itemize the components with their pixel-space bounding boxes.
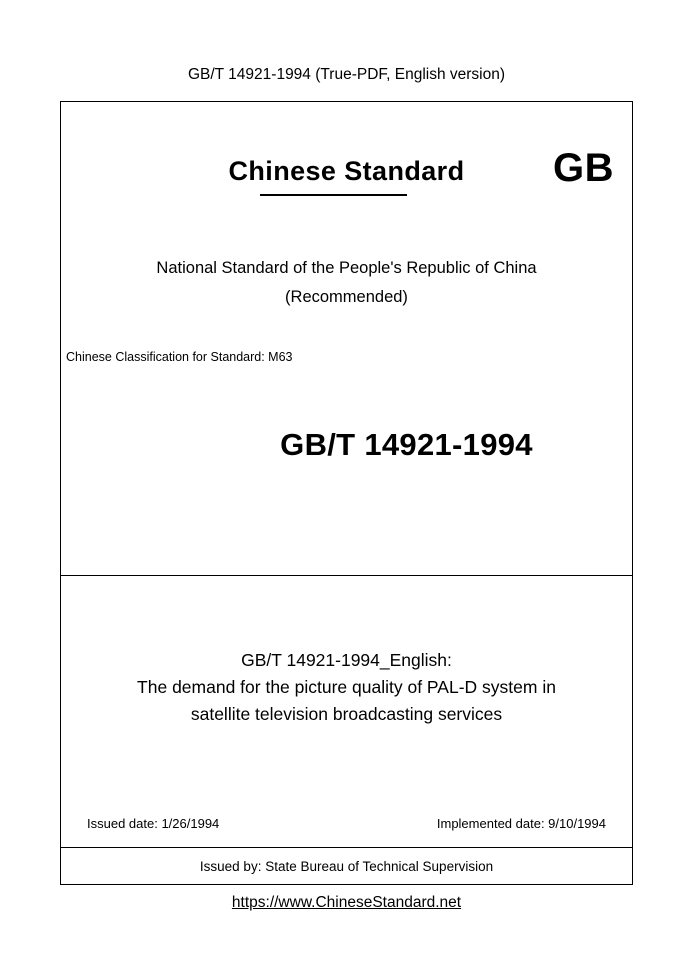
implemented-date: Implemented date: 9/10/1994 — [436, 816, 606, 831]
cover-frame — [60, 101, 633, 885]
classification-label: Chinese Classification for Standard: M63 — [66, 350, 293, 364]
cover-middle-section — [61, 576, 632, 848]
issued-by-row — [61, 848, 632, 885]
gb-badge: GB — [553, 146, 614, 190]
cover-top-section — [61, 102, 632, 576]
national-standard-line-2: (Recommended) — [285, 288, 408, 306]
page-title: Chinese Standard — [228, 156, 465, 186]
title-underline — [260, 194, 407, 196]
document-header-label: GB/T 14921-1994 (True-PDF, English version) — [187, 66, 506, 83]
english-title-block — [61, 647, 632, 728]
issued-date: Issued date: 1/26/1994 — [87, 816, 220, 831]
standard-number: GB/T 14921-1994 — [280, 427, 533, 462]
dates-row — [61, 816, 632, 831]
footer-url[interactable]: https://www.ChineseStandard.net — [231, 894, 462, 911]
english-title-line-2: The demand for the picture quality of PAL-D system in — [137, 677, 556, 697]
national-standard-line-1: National Standard of the People's Republic of China — [156, 259, 537, 277]
english-title-line-3: satellite television broadcasting services — [190, 704, 503, 724]
issued-by-label: Issued by: State Bureau of Technical Supervision — [199, 859, 494, 874]
english-title-line-1: GB/T 14921-1994_English: — [241, 650, 452, 670]
